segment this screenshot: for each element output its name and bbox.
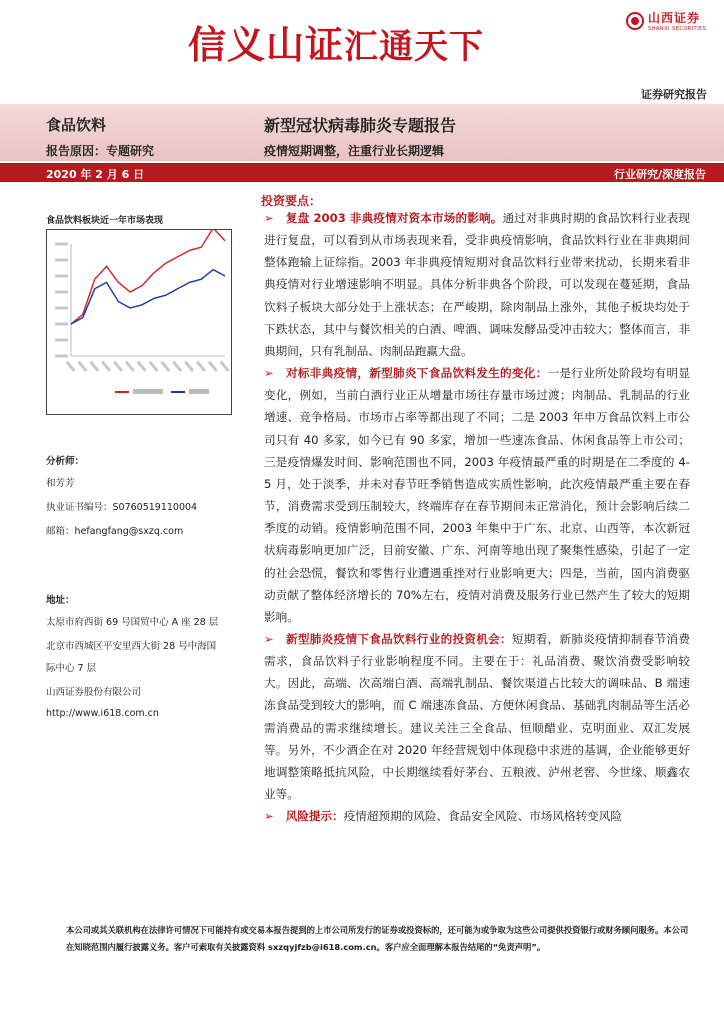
arrow-icon: ➢ <box>264 211 274 225</box>
y-tick-label <box>55 307 68 310</box>
report-category: 行业研究/深度报告 <box>613 168 706 181</box>
point-1 <box>264 207 690 362</box>
point-4-heading: 风险提示： <box>285 809 344 824</box>
report-type: 证券研究报告 <box>641 88 707 101</box>
slogan-part1: 信义山证 <box>188 22 345 67</box>
slogan-banner <box>188 14 484 69</box>
address-beijing-line1: 北京市西城区平安里西大街 28 号中海国 <box>46 641 217 652</box>
x-tick-label <box>160 361 170 372</box>
logo-circle-icon <box>626 12 644 30</box>
x-tick-label <box>113 361 123 372</box>
report-reason: 报告原因：专题研究 <box>46 144 155 158</box>
license-number: 执业证书编号：S0760519110004 <box>46 502 198 513</box>
y-tick-label <box>55 291 68 294</box>
y-tick-label <box>55 275 68 278</box>
x-tick-label <box>172 361 182 372</box>
x-tick-label <box>196 361 206 372</box>
logo-name-cn: 山西证券 <box>648 11 701 25</box>
point-2-heading: 对标非典疫情，新型肺炎下食品饮料发生的变化： <box>285 366 548 381</box>
x-tick-label <box>137 361 147 372</box>
x-tick-label <box>208 361 218 372</box>
analyst-name: 和芳芳 <box>46 478 75 489</box>
analyst-label: 分析师： <box>46 456 85 467</box>
x-tick-label <box>184 361 194 372</box>
y-tick-label <box>55 323 68 326</box>
x-tick-label <box>66 361 76 372</box>
series-line-index <box>71 270 225 324</box>
point-1-heading: 复盘 2003 非典疫情对资本市场的影响。 <box>285 211 503 225</box>
arrow-icon: ➢ <box>264 809 274 824</box>
chart-legend <box>115 389 209 394</box>
x-tick-label <box>125 361 135 372</box>
point-3 <box>264 628 690 805</box>
address-beijing-line2: 际中心 7 层 <box>46 663 97 674</box>
industry-label: 食品饮料 <box>46 116 107 134</box>
analyst-email[interactable]: 邮箱：hefangfang@sxzq.com <box>46 526 184 537</box>
company-website[interactable]: http://www.i618.com.cn <box>46 708 159 719</box>
address-label: 地址： <box>46 595 75 606</box>
point-4-text: 疫情超预期的风险、食品安全风险、市场风格转变风险 <box>343 809 622 824</box>
key-points-heading: 投资要点： <box>261 194 322 208</box>
y-tick-label <box>55 243 68 246</box>
point-1-text: 通过对非典时期的食品饮料行业表现进行复盘，可以看到从市场表现来看，受非典疫情影响，食品饮料行业在非典期间整体跑输上证综指。2003 年非典疫情短期对食品饮料行业带来扰动，长期来看非典疫情对行业增速影响不明显。具体分析非典各个阶段，可以发现在蔓延期，食品饮料子板块大部分处于上涨状态；在严峻期，除肉制品上涨外，其他子板块均处于下跌状态，其中与餐饮相关的白酒、啤酒、调味发酵品受冲击较大；整体而言，非典期间，只有乳制品、肉制品跑赢大盘。 <box>264 211 690 358</box>
report-subtitle: 疫情短期调整，注重行业长期逻辑 <box>264 144 445 158</box>
company-name: 山西证券股份有限公司 <box>46 687 142 698</box>
y-tick-label <box>55 355 68 358</box>
x-tick-label <box>77 361 87 372</box>
legend-label-1 <box>189 389 209 394</box>
arrow-icon: ➢ <box>264 631 274 646</box>
y-tick-label <box>55 259 68 262</box>
point-2-text: 一是行业所处阶段均有明显变化，例如，当前白酒行业正从增量市场往存量市场过渡；肉制品、乳制品的行业增速、竞争格局、市场市占率等都出现了不同；二是 2003 年申万食品饮料上市公司只有 40 多家，如今已有 90 多家，增加一些速冻食品、休闲食品等上市公司；三是疫情爆发时间、影响范围也不同，2003 年疫情最严重的时期是在二季度的 4-5 月，处于淡季，并未对春节旺季销售造成实质性影响，此次疫情最严重主要在春节，消费需求受到压制较大，终端库存在春节期间未正常消化，预计会影响后续二季度的动销。疫情影响范围不同，2003 年集中于广东、北京、山西等，本次新冠状病毒影响更加广泛，目前安徽、广东、河南等地出现了聚集性感染，引起了一定的社会恐慌，餐饮和零售行业遭遇重挫对行业影响更大；四是，当前，国内消费驱动贡献了整体经济增长的 70%左右，疫情对消费及服务行业已然产生了较大的短期影响。 <box>264 366 690 624</box>
market-performance-chart <box>46 229 232 415</box>
series-line-food-beverage <box>71 230 225 324</box>
address-taiyuan: 太原市府西街 69 号国贸中心 A 座 28 层 <box>46 617 219 628</box>
key-points-body <box>264 207 690 827</box>
x-tick-label <box>89 361 99 372</box>
point-4 <box>264 805 690 827</box>
legend-label-0 <box>133 389 163 394</box>
x-tick-label <box>149 361 159 372</box>
chart-svg <box>47 230 233 416</box>
disclaimer: 本公司或其关联机构在法律许可情况下可能持有或交易本报告提到的上市公司所发行的证券或投资标的，还可能为或争取为这些公司提供投资银行或财务顾问服务。本公司在知晓范围内履行披露义务。客户可索取有关披露资料 sxzqyjfzb@i618.com.cn。客户应全面理解本报告结尾的“免责声明”。 <box>66 925 689 952</box>
x-tick-label <box>101 361 111 372</box>
report-title: 新型冠状病毒肺炎专题报告 <box>264 116 457 135</box>
point-2 <box>264 362 690 628</box>
logo-name-en: SHANXI SECURITIES <box>648 26 707 32</box>
y-tick-label <box>55 339 68 342</box>
point-3-heading: 新型肺炎疫情下食品饮料行业的投资机会： <box>285 631 512 646</box>
company-logo <box>626 9 706 32</box>
chart-title: 食品饮料板块近一年市场表现 <box>46 216 164 226</box>
arrow-icon: ➢ <box>264 366 274 381</box>
x-tick-label <box>220 361 230 372</box>
slogan-part2: 汇通天下 <box>344 27 485 67</box>
point-3-text: 短期看，新肺炎疫情抑制春节消费需求，食品饮料子行业影响程度不同。主要在于：礼品消费、聚饮消费受影响较大。因此，高端、次高端白酒、高端乳制品、餐饮渠道占比较大的调味品、B 端速冻食品受到较大的影响，而 C 端速冻食品、方便休闲食品、基础乳肉制品等生活必需消费品的需求继续增长。建议关注三全食品、恒顺醋业、克明面业、双汇发展等。另外，不少酒企在对 2020 年经营规划中体现稳中求进的基调，企业能够更好地调整策略抵抗风险，中长期继续看好茅台、五粮液、泸州老窖、今世缘、顺鑫农业等。 <box>264 631 690 802</box>
report-date: 2020 年 2 月 6 日 <box>46 168 145 181</box>
